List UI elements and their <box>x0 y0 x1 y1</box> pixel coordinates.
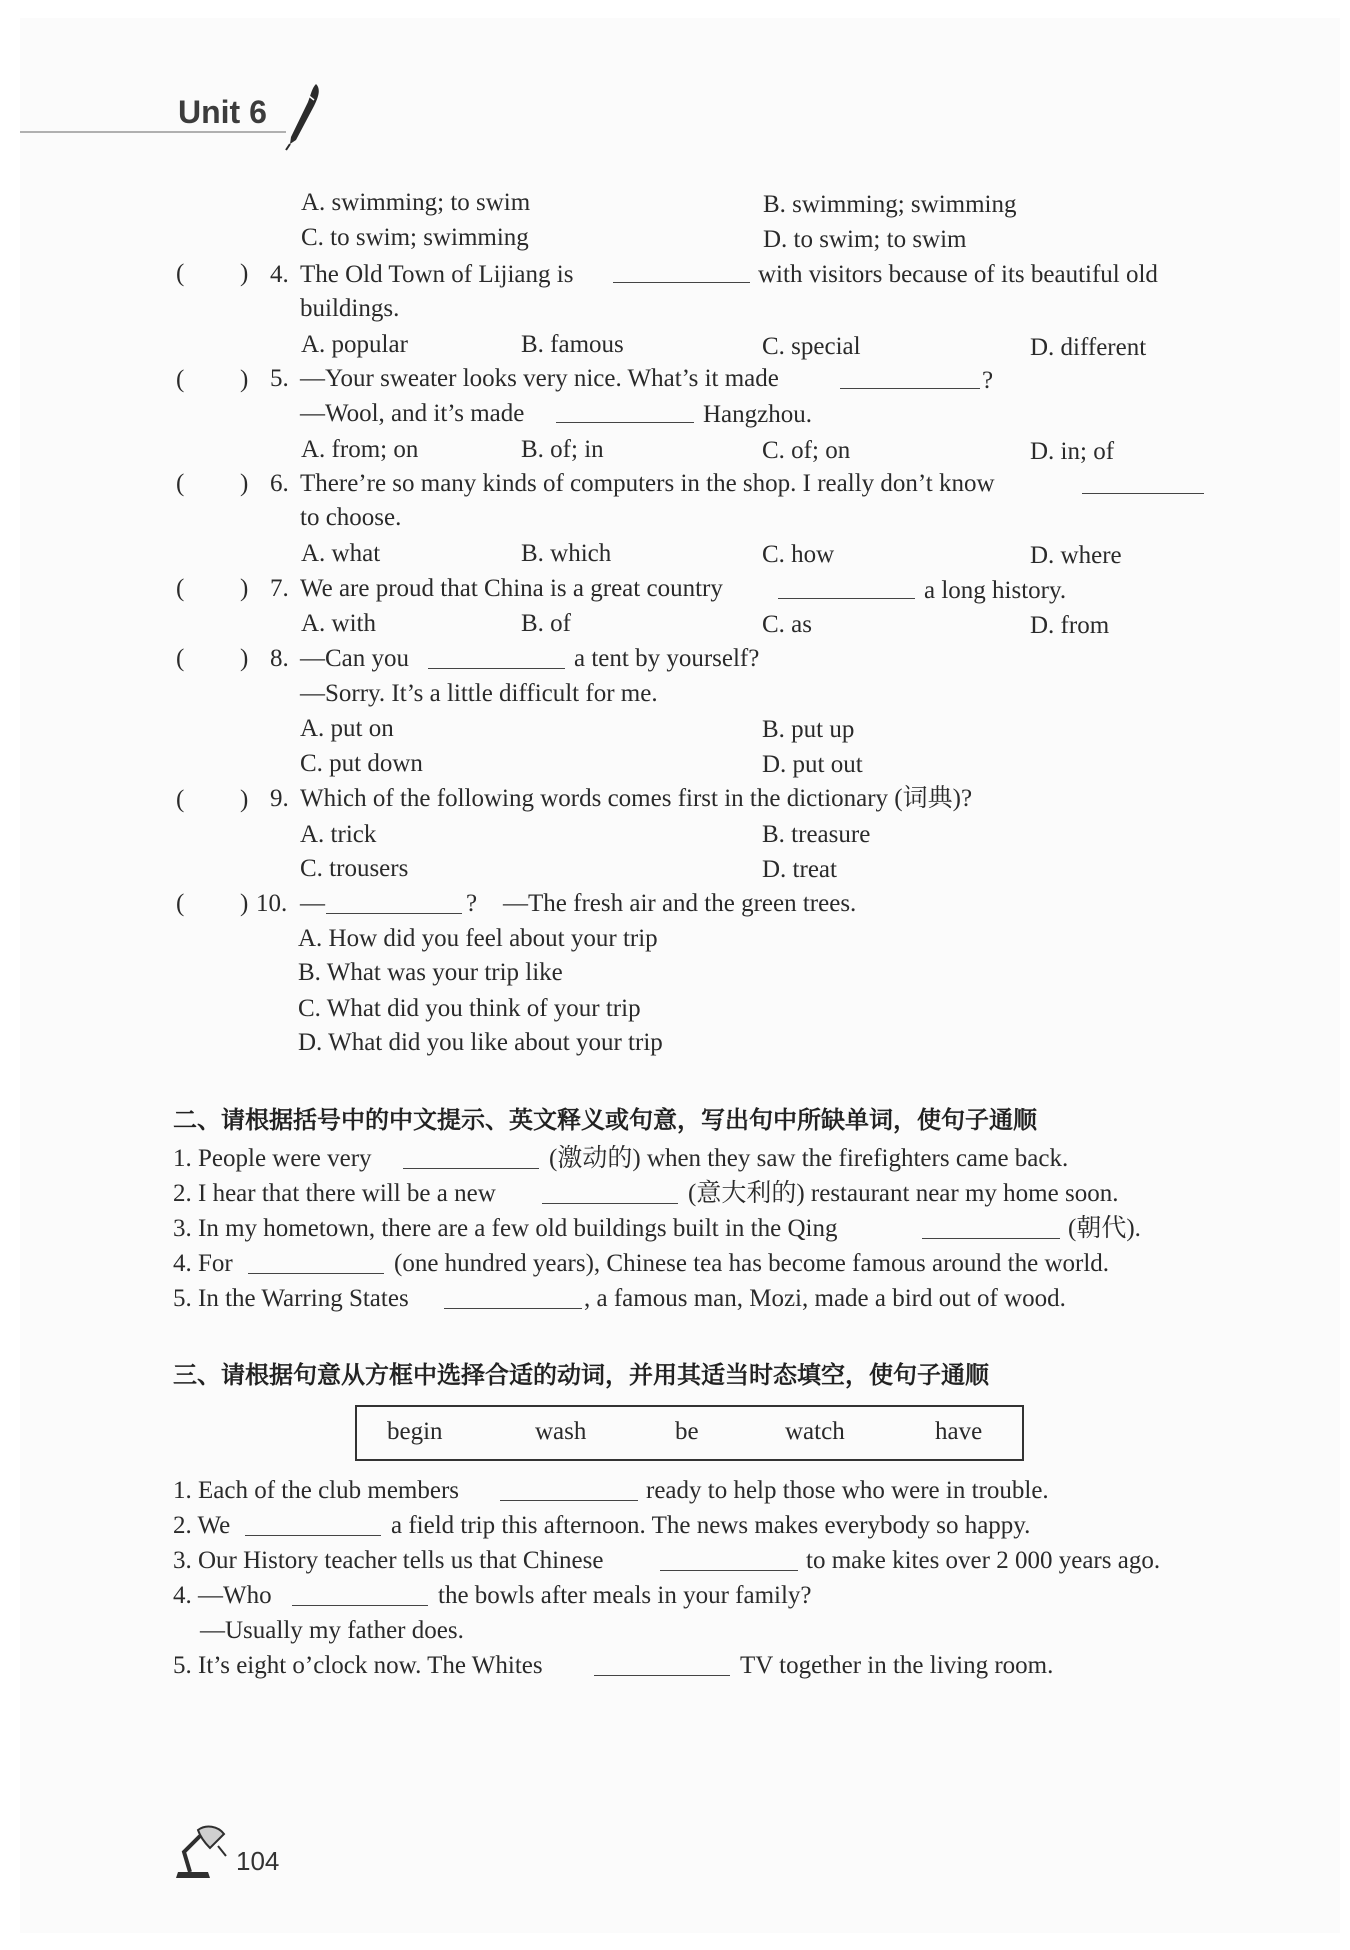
q3-option-b: B. swimming; swimming <box>763 191 1017 218</box>
word-bank-item: wash <box>535 1418 587 1445</box>
word-bank-item: have <box>935 1418 983 1445</box>
q6-text-b: to choose. <box>300 504 402 531</box>
s3-item-2-a: 2. We <box>173 1512 231 1539</box>
q6-option-d: D. where <box>1030 542 1122 569</box>
q5-option-c: C. of; on <box>762 437 851 464</box>
answer-paren-open: ( <box>176 470 185 497</box>
q7-text-b: a long history. <box>924 577 1067 604</box>
answer-blank[interactable] <box>1082 471 1204 502</box>
q9-number: 9. <box>270 785 289 812</box>
desk-lamp-icon <box>170 1822 232 1882</box>
s2-item-4-a: 4. For <box>173 1250 233 1277</box>
q8-option-a: A. put on <box>300 715 394 742</box>
q7-text-a: We are proud that China is a great country <box>300 575 723 602</box>
answer-blank[interactable] <box>594 1653 730 1684</box>
q9-option-a: A. trick <box>300 821 377 848</box>
q7-option-b: B. of <box>521 610 571 637</box>
q7-option-c: C. as <box>762 611 812 638</box>
q5-number: 5. <box>270 365 289 392</box>
answer-blank[interactable] <box>248 1251 384 1282</box>
answer-blank[interactable] <box>556 400 694 431</box>
s2-item-2-b: (意大利的) restaurant near my home soon. <box>688 1180 1119 1207</box>
s2-item-1-b: (激动的) when they saw the firefighters came back. <box>549 1145 1069 1172</box>
q6-number: 6. <box>270 470 289 497</box>
s3-item-3-b: to make kites over 2 000 years ago. <box>806 1547 1161 1574</box>
q4-option-c: C. special <box>762 333 861 360</box>
q10-text-a: — <box>300 890 325 917</box>
unit-title: Unit 6 <box>178 94 267 130</box>
answer-blank[interactable] <box>840 366 980 397</box>
q9-text-a: Which of the following words comes first in the dictionary (词典)? <box>300 785 973 812</box>
q6-option-b: B. which <box>521 540 612 567</box>
answer-paren-open: ( <box>176 366 185 393</box>
q4-option-b: B. famous <box>521 331 624 358</box>
q6-option-c: C. how <box>762 541 835 568</box>
s2-item-3-a: 3. In my hometown, there are a few old buildings built in the Qing <box>173 1215 838 1242</box>
q10-number: 10. <box>256 890 288 917</box>
q4-text-a: The Old Town of Lijiang is <box>300 261 574 288</box>
q7-number: 7. <box>270 575 289 602</box>
q4-text-b: with visitors because of its beautiful old <box>758 261 1158 288</box>
q7-option-a: A. with <box>301 610 376 637</box>
s2-item-3-b: (朝代). <box>1068 1215 1141 1242</box>
word-bank-item: be <box>675 1418 699 1445</box>
q5-text-b: ? <box>982 367 994 394</box>
answer-paren-close[interactable]: ) <box>240 470 249 497</box>
s2-item-5-b: , a famous man, Mozi, made a bird out of wood. <box>584 1285 1066 1312</box>
q8-number: 8. <box>270 645 289 672</box>
answer-paren-close[interactable]: ) <box>240 890 249 917</box>
word-bank-item: begin <box>387 1418 443 1445</box>
s3-item-5-a: 5. It’s eight o’clock now. The Whites <box>173 1652 543 1679</box>
s3-item-1-a: 1. Each of the club members <box>173 1477 460 1504</box>
q10-option-a: A. How did you feel about your trip <box>298 925 658 952</box>
answer-blank[interactable] <box>613 260 750 291</box>
answer-paren-close[interactable]: ) <box>240 575 249 602</box>
answer-paren-close[interactable]: ) <box>240 260 249 287</box>
section2-title: 二、请根据括号中的中文提示、英文释义或句意，写出句中所缺单词，使句子通顺 <box>173 1106 1037 1134</box>
q9-option-c: C. trousers <box>300 855 409 882</box>
answer-paren-open: ( <box>176 645 185 672</box>
q5-text-c: —Wool, and it’s made <box>300 400 525 427</box>
answer-paren-close[interactable]: ) <box>240 366 249 393</box>
q4-text-c: buildings. <box>300 295 400 322</box>
answer-paren-close[interactable]: ) <box>240 786 249 813</box>
s2-item-2-a: 2. I hear that there will be a new <box>173 1180 496 1207</box>
q3-option-d: D. to swim; to swim <box>763 226 967 253</box>
answer-paren-open: ( <box>176 786 185 813</box>
pen-icon <box>280 82 324 152</box>
answer-blank[interactable] <box>778 576 915 607</box>
q10-text-b: ? <box>466 890 478 917</box>
q3-option-c: C. to swim; swimming <box>301 224 529 251</box>
q7-option-d: D. from <box>1030 612 1110 639</box>
q4-option-d: D. different <box>1030 334 1147 361</box>
q6-option-a: A. what <box>301 540 381 567</box>
s2-item-4-b: (one hundred years), Chinese tea has become famous around the world. <box>394 1250 1110 1277</box>
q4-number: 4. <box>270 261 289 288</box>
answer-paren-open: ( <box>176 260 185 287</box>
answer-blank[interactable] <box>542 1181 678 1212</box>
q8-option-c: C. put down <box>300 750 423 777</box>
s3-item-2-b: a field trip this afternoon. The news makes everybody so happy. <box>391 1512 1031 1539</box>
s3-item-4-a: 4. —Who <box>173 1582 272 1609</box>
answer-blank[interactable] <box>326 891 462 922</box>
q9-option-d: D. treat <box>762 856 837 883</box>
answer-blank[interactable] <box>245 1513 381 1544</box>
s3-item-1-b: ready to help those who were in trouble. <box>646 1477 1049 1504</box>
q5-text-d: Hangzhou. <box>703 401 812 428</box>
q8-option-d: D. put out <box>762 751 863 778</box>
answer-blank[interactable] <box>292 1583 428 1614</box>
s3-item-4-b: the bowls after meals in your family? <box>438 1582 812 1609</box>
q9-option-b: B. treasure <box>762 821 871 848</box>
answer-blank[interactable] <box>922 1216 1060 1247</box>
header-rule <box>20 131 286 133</box>
q8-text-b: a tent by yourself? <box>574 645 760 672</box>
s2-item-1-a: 1. People were very <box>173 1145 372 1172</box>
page-number: 104 <box>236 1846 280 1876</box>
q10-option-c: C. What did you think of your trip <box>298 995 641 1022</box>
answer-paren-open: ( <box>176 575 185 602</box>
s3-item-4-c: —Usually my father does. <box>200 1617 464 1644</box>
answer-blank[interactable] <box>500 1478 638 1509</box>
q10-option-b: B. What was your trip like <box>298 959 563 986</box>
q8-option-b: B. put up <box>762 716 855 743</box>
q5-option-d: D. in; of <box>1030 438 1115 465</box>
word-bank-item: watch <box>785 1418 845 1445</box>
q3-option-a: A. swimming; to swim <box>301 189 531 216</box>
answer-paren-open: ( <box>176 890 185 917</box>
q8-text-c: —Sorry. It’s a little difficult for me. <box>300 680 658 707</box>
q4-option-a: A. popular <box>301 331 408 358</box>
q5-option-b: B. of; in <box>521 436 604 463</box>
s3-item-5-b: TV together in the living room. <box>740 1652 1054 1679</box>
q10-option-d: D. What did you like about your trip <box>298 1029 663 1056</box>
q5-text-a: —Your sweater looks very nice. What’s it made <box>300 365 779 392</box>
q8-text-a: —Can you <box>300 645 410 672</box>
q6-text-a: There’re so many kinds of computers in the shop. I really don’t know <box>300 470 995 497</box>
section3-title: 三、请根据句意从方框中选择合适的动词，并用其适当时态填空，使句子通顺 <box>173 1361 989 1389</box>
q5-option-a: A. from; on <box>301 436 419 463</box>
word-bank-box <box>355 1405 1024 1461</box>
s2-item-5-a: 5. In the Warring States <box>173 1285 409 1312</box>
answer-blank[interactable] <box>428 646 565 677</box>
s3-item-3-a: 3. Our History teacher tells us that Chinese <box>173 1547 604 1574</box>
answer-blank[interactable] <box>444 1286 582 1317</box>
answer-blank[interactable] <box>403 1146 539 1177</box>
answer-blank[interactable] <box>660 1548 798 1579</box>
q10-text-c: —The fresh air and the green trees. <box>503 890 857 917</box>
answer-paren-close[interactable]: ) <box>240 645 249 672</box>
